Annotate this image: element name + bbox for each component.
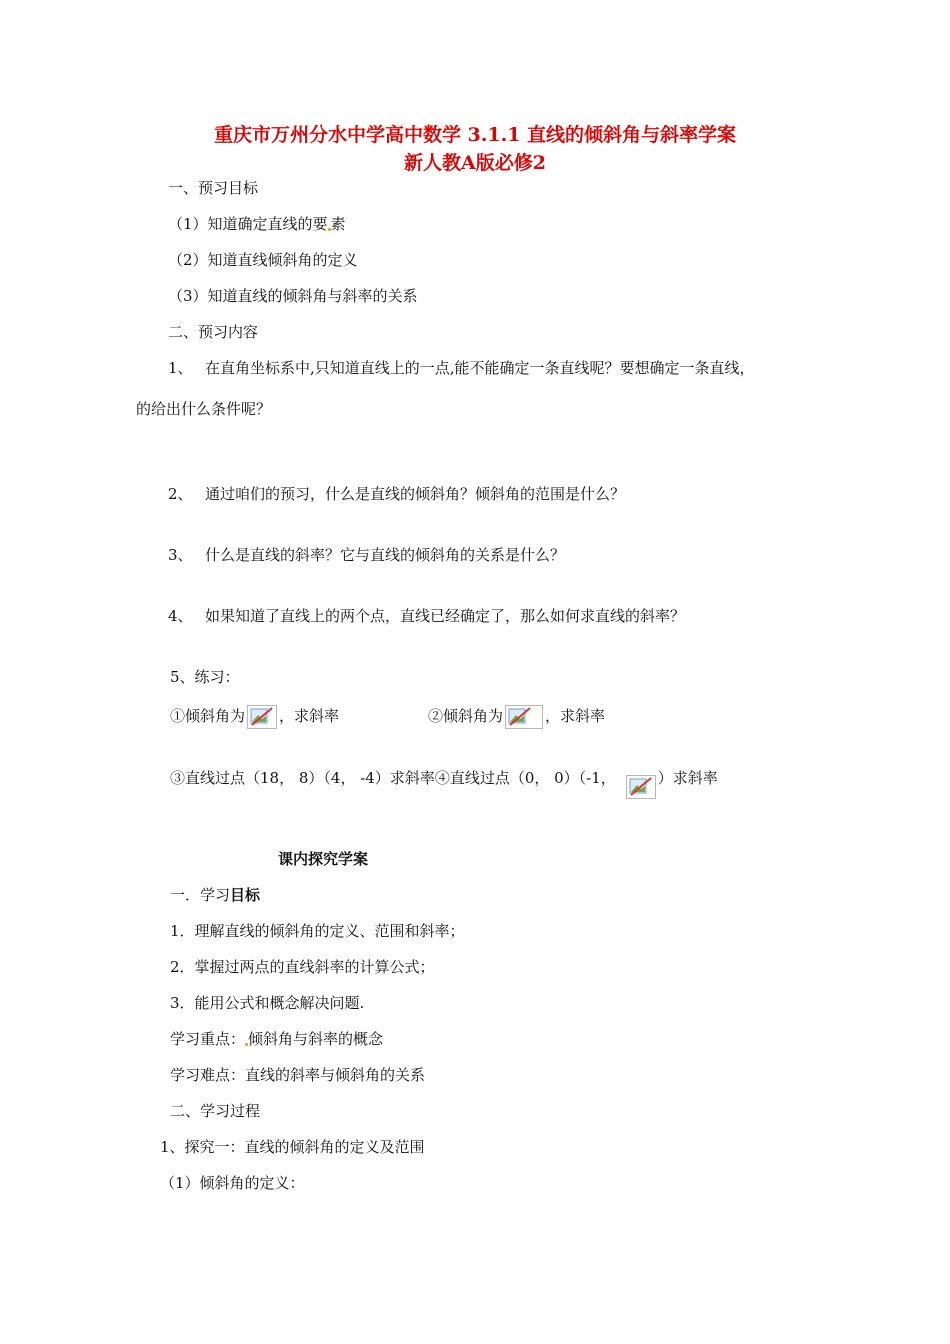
broken-image-icon [626, 775, 656, 799]
preview-goal-2: （2）知道直线倾斜角的定义 [168, 251, 358, 269]
question-1-text: 在直角坐标系中,只知道直线上的一点,能不能确定一条直线呢？要想确定一条直线， [205, 359, 755, 377]
exercise-1: ①倾斜角为 ，求斜率 [170, 703, 339, 729]
exercise-heading: 5、练习： [170, 668, 240, 686]
exercise-2: ②倾斜角为 ，求斜率 [428, 703, 605, 729]
inclass-goal-2: 2．掌握过两点的直线斜率的计算公式； [170, 958, 435, 976]
question-4-text: 如果知道了直线上的两个点，直线已经确定了，那么如何求直线的斜率？ [205, 607, 686, 625]
question-2-text: 通过咱们的预习，什么是直线的倾斜角？倾斜角的范围是什么？ [205, 485, 626, 503]
inclass-goal-3: 3．能用公式和概念解决问题. [170, 994, 365, 1012]
preview-goals-heading: 一、预习目标 [168, 179, 259, 197]
learning-key-point: 学习重点： 倾斜角与斜率的概念 [170, 1030, 384, 1048]
question-1-number: 1、 [168, 359, 193, 377]
preview-goal-1: （1）知道确定直线的要 素 [168, 215, 346, 233]
inclass-heading: 课内探究学案 [278, 850, 369, 868]
broken-image-icon [505, 705, 543, 729]
question-4-number: 4、 [168, 607, 193, 625]
explore-1-sub: （1）倾斜角的定义： [160, 1174, 305, 1192]
explore-1: 1、探究一：直线的倾斜角的定义及范围 [160, 1138, 425, 1156]
exercise-3-4: ③直线过点（18， 8）（4， -4）求斜率④直线过点（0， 0）（-1， ）求斜率 [170, 765, 718, 791]
broken-image-icon [247, 705, 277, 729]
document-title-line1: 重庆市万州分水中学高中数学 3.1.1 直线的倾斜角与斜率学案 [213, 124, 737, 146]
question-2-number: 2、 [168, 485, 193, 503]
preview-content-heading: 二、预习内容 [168, 323, 259, 341]
question-1-continuation: 的给出什么条件呢？ [136, 400, 272, 418]
process-heading: 二、学习过程 [170, 1102, 261, 1120]
document-title-line2: 新人教A版必修2 [404, 152, 546, 174]
question-3-number: 3、 [168, 546, 193, 564]
learning-difficulty: 学习难点：直线的斜率与倾斜角的关系 [170, 1066, 426, 1084]
inclass-goal-1: 1．理解直线的倾斜角的定义、范围和斜率； [170, 922, 465, 940]
preview-goal-3: （3）知道直线的倾斜角与斜率的关系 [168, 287, 418, 305]
inclass-goals-heading: 一．学习目标 [170, 886, 261, 904]
question-3-text: 什么是直线的斜率？它与直线的倾斜角的关系是什么？ [205, 546, 566, 564]
